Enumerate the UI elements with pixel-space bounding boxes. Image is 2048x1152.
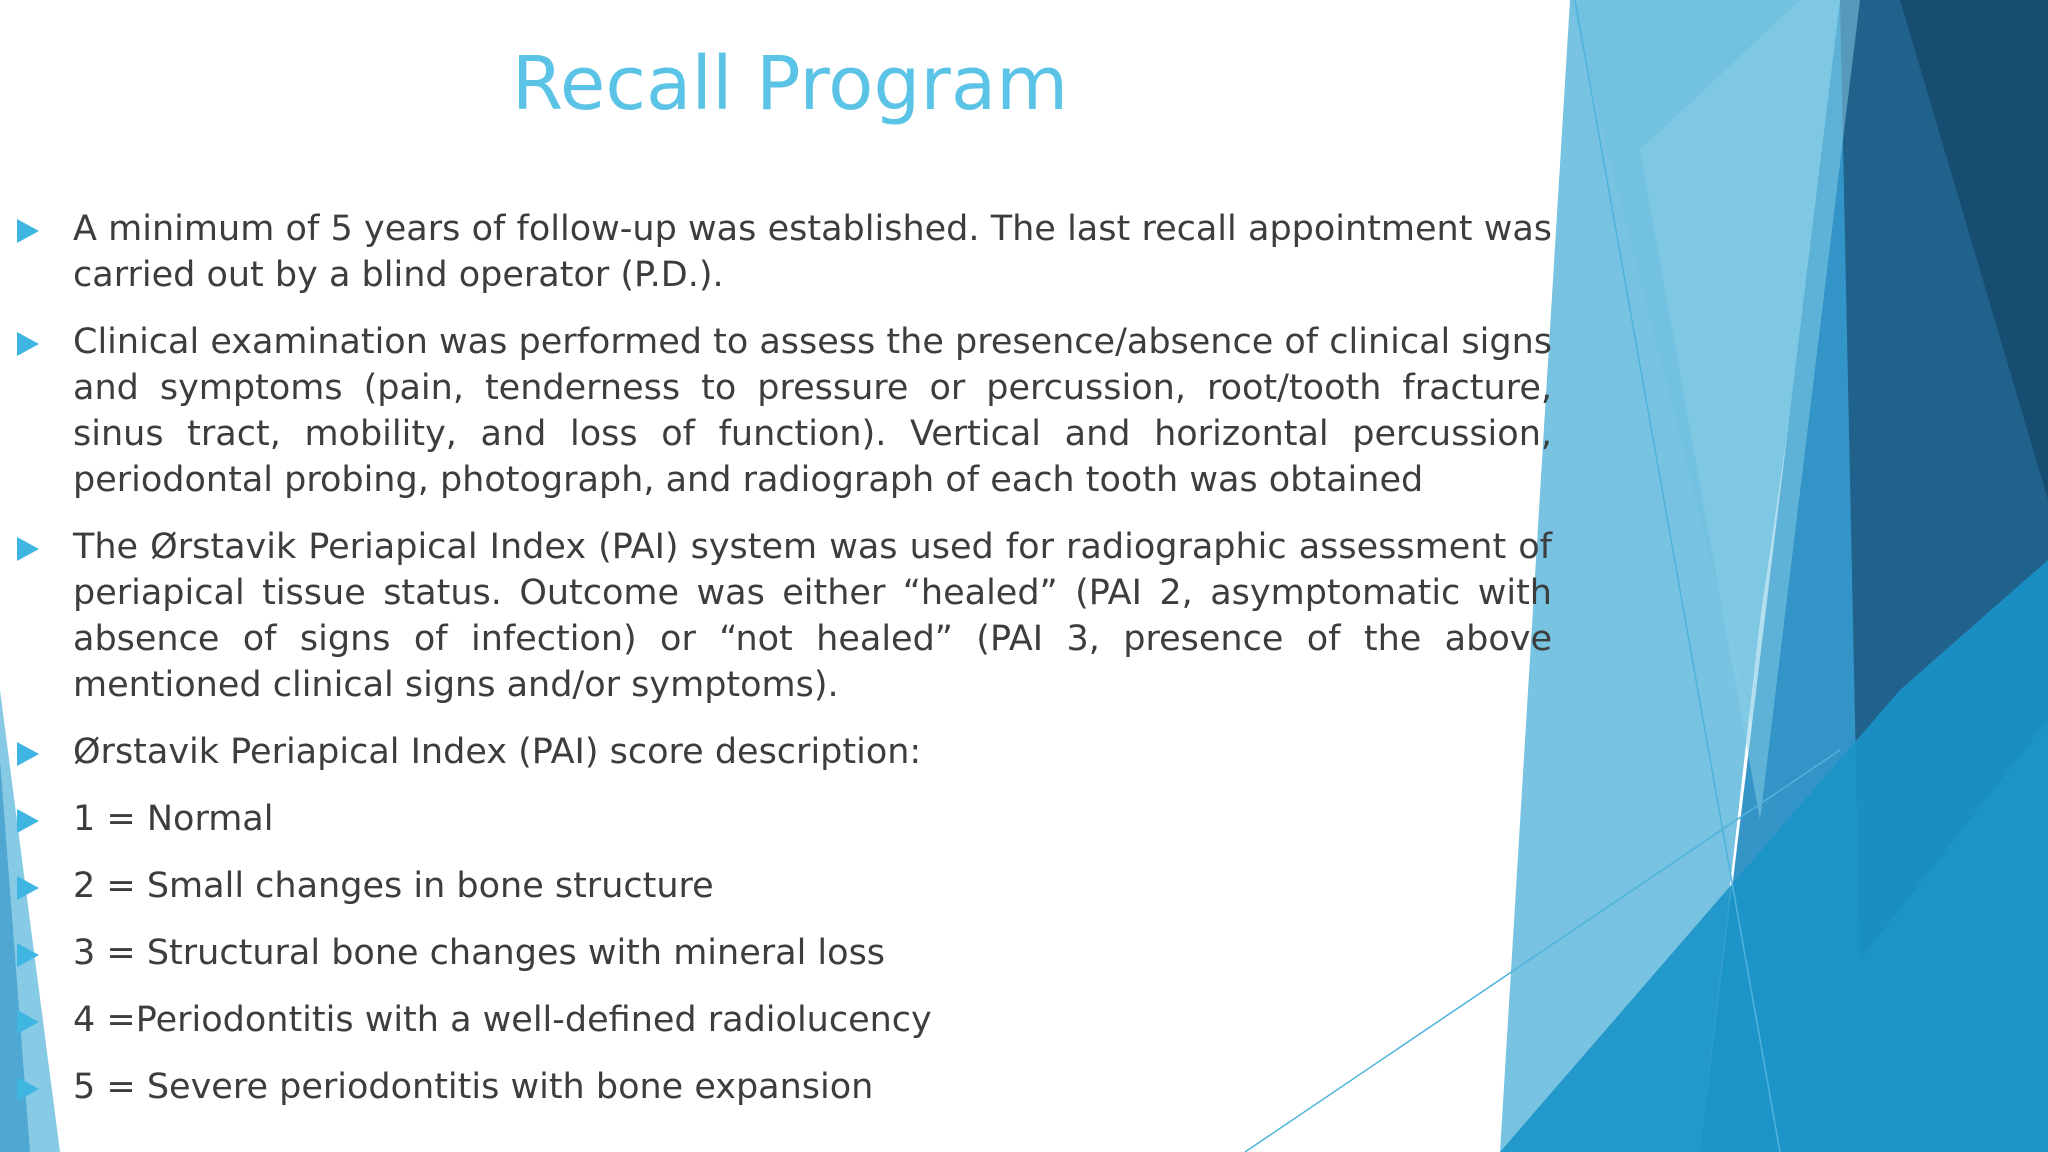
right-triangle-icon <box>17 943 39 967</box>
right-triangle-icon <box>17 1010 39 1034</box>
right-triangle-icon <box>17 742 39 766</box>
bullet-list <box>0 206 1552 1131</box>
list-item <box>0 863 1552 909</box>
list-item-text: Clinical examination was performed to assess the presence/absence of clinical signs and symptoms (pain, tenderness to pressure or percussion, root/tooth fracture, sinus tract, mobility, and loss of function). Vertical and horizontal percussion, periodontal probing, photograph, and radiograph of each tooth was obtained <box>73 322 1552 500</box>
right-triangle-icon <box>17 219 39 243</box>
list-item <box>0 930 1552 976</box>
right-triangle-icon <box>17 537 39 561</box>
right-triangle-icon <box>17 1077 39 1101</box>
list-item-text: A minimum of 5 years of follow-up was established. The last recall appointment was carried out by a blind operator (P.D.). <box>73 209 1552 295</box>
list-item <box>0 206 1552 298</box>
list-item-text: Ørstavik Periapical Index (PAI) score description: <box>73 732 922 772</box>
list-item-text: The Ørstavik Periapical Index (PAI) system was used for radiographic assessment of periapical tissue status. Outcome was either “healed” (PAI 2, asymptomatic with absence of signs of infection) or “not healed” (PAI 3, presence of the above mentioned clinical signs and/or symptoms). <box>73 527 1552 705</box>
list-item <box>0 319 1552 503</box>
list-item-text: 2 = Small changes in bone structure <box>73 866 714 906</box>
right-triangle-icon <box>17 332 39 356</box>
list-item <box>0 1064 1552 1110</box>
list-item <box>0 524 1552 708</box>
list-item <box>0 796 1552 842</box>
list-item <box>0 997 1552 1043</box>
list-item-text: 1 = Normal <box>73 799 274 839</box>
list-item <box>0 729 1552 775</box>
right-triangle-icon <box>17 809 39 833</box>
right-triangle-icon <box>17 876 39 900</box>
list-item-text: 3 = Structural bone changes with mineral loss <box>73 933 886 973</box>
list-item-text: 5 = Severe periodontitis with bone expansion <box>73 1067 874 1107</box>
slide-title: Recall Program <box>511 41 1069 127</box>
list-item-text: 4 =Periodontitis with a well-defined radiolucency <box>73 1000 932 1040</box>
